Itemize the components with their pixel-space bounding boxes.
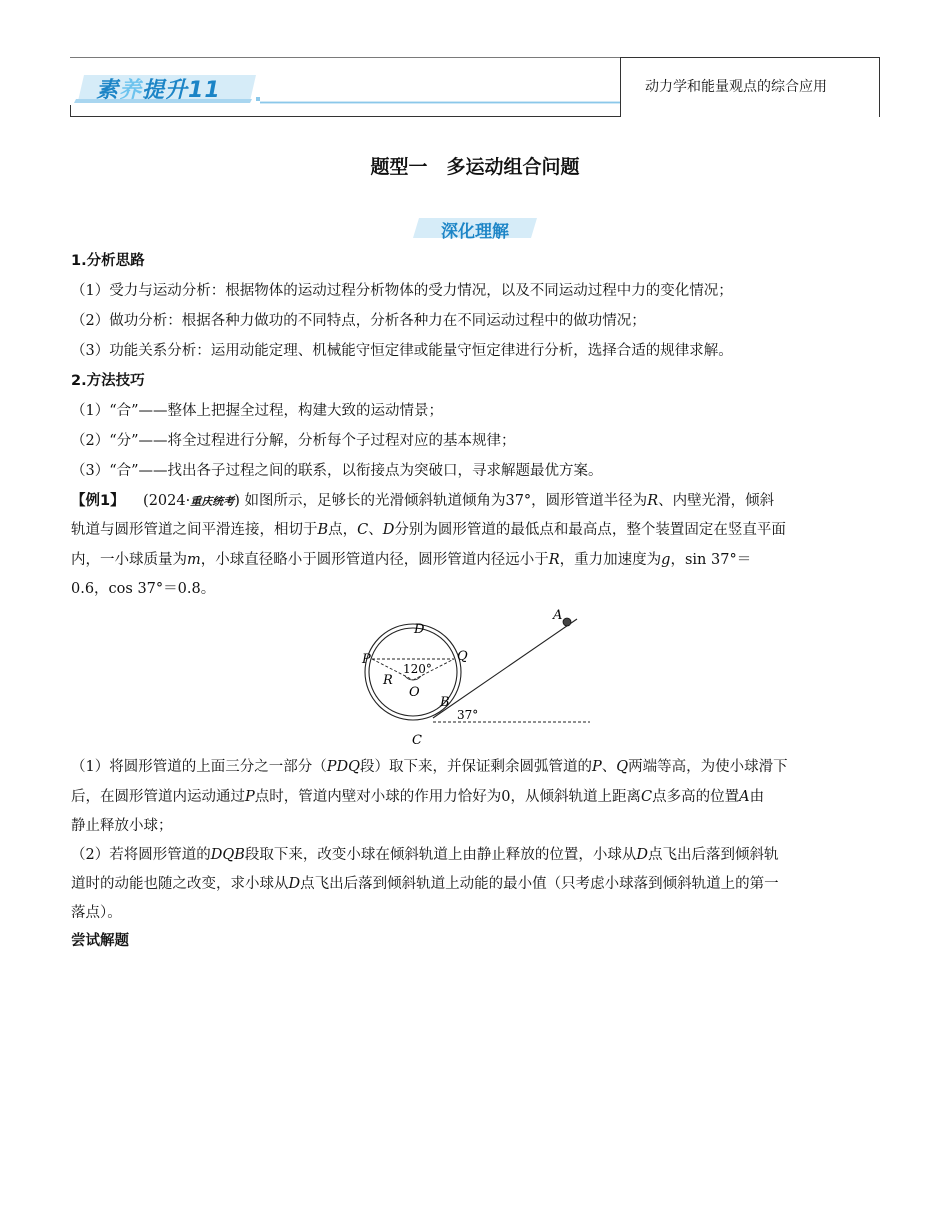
circular-track-figure bbox=[355, 604, 605, 749]
header-topic-box bbox=[620, 57, 880, 117]
page-header bbox=[70, 57, 879, 117]
header-top-rule bbox=[70, 57, 622, 58]
page-title: 题型一 多运动组合问题 bbox=[370, 156, 580, 178]
section1-item: （1）受力与运动分析：根据物体的运动过程分析物体的受力情况，以及不同运动过程中力的变化情况； bbox=[71, 283, 733, 299]
label-angle: 120° bbox=[403, 662, 432, 676]
label-b: B bbox=[440, 695, 450, 710]
section2-heading: 2.方法技巧 bbox=[71, 373, 145, 389]
incline-line bbox=[433, 619, 577, 718]
example-line: 【例1】 (2024·重庆统考) 如图所示，足够长的光滑倾斜轨道倾角为37°，圆形管道半径为R、内壁光滑，倾斜 bbox=[71, 493, 775, 509]
label-c: C bbox=[412, 733, 422, 748]
section2-item: （1）“合”——整体上把握全过程，构建大致的运动情景； bbox=[71, 403, 444, 419]
example-line: 0.6，cos 37°＝0.8。 bbox=[71, 581, 216, 597]
label-q: Q bbox=[457, 649, 468, 664]
example-line: 轨道与圆形管道之间平滑连接，相切于B点，C、D分别为圆形管道的最低点和最高点，整个装置固定在竖直平面 bbox=[71, 522, 786, 538]
label-a: A bbox=[553, 608, 563, 623]
example-tag: 【例1】 bbox=[71, 493, 125, 509]
label-incline-angle: 37° bbox=[457, 708, 479, 722]
question1-line: （1）将圆形管道的上面三分之一部分（PDQ段）取下来，并保证剩余圆弧管道的P、Q两端等高，为使小球滑下 bbox=[71, 759, 788, 775]
example-source: 重庆统考 bbox=[190, 495, 235, 508]
question2-line: 道时的动能也随之改变，求小球从D点飞出后落到倾斜轨道上动能的最小值（只考虑小球落到倾斜轨道上的第一 bbox=[71, 876, 779, 892]
section1-item: （2）做功分析：根据各种力做功的不同特点，分析各种力在不同运动过程中的做功情况； bbox=[71, 313, 646, 329]
question2-line: （2）若将圆形管道的DQB段取下来，改变小球在倾斜轨道上由静止释放的位置，小球从D点飞出后落到倾斜轨 bbox=[71, 847, 779, 863]
header-topic: 动力学和能量观点的综合应用 bbox=[645, 79, 827, 95]
subtitle-banner bbox=[413, 216, 537, 240]
label-d: D bbox=[414, 622, 425, 637]
label-p: P bbox=[362, 652, 371, 667]
question2-line: 落点）。 bbox=[71, 905, 122, 921]
question1-line: 静止释放小球； bbox=[71, 818, 173, 834]
section-badge bbox=[74, 71, 244, 103]
header-underline-inner bbox=[260, 102, 620, 103]
try-solve-label: 尝试解题 bbox=[71, 933, 129, 949]
example-line: 内，一小球质量为m，小球直径略小于圆形管道内径，圆形管道内径远小于R，重力加速度为g，sin 37°＝ bbox=[71, 552, 752, 568]
section1-item: （3）功能关系分析：运用动能定理、机械能守恒定律或能量守恒定律进行分析，选择合适的规律求解。 bbox=[71, 343, 733, 359]
section2-item: （2）“分”——将全过程进行分解，分析每个子过程对应的基本规律； bbox=[71, 433, 516, 449]
label-o: O bbox=[409, 685, 420, 700]
subtitle: 深化理解 bbox=[441, 222, 509, 242]
ball bbox=[563, 618, 571, 626]
badge-label: 素养提升11 bbox=[96, 78, 221, 103]
question1-line: 后，在圆形管道内运动通过P点时，管道内壁对小球的作用力恰好为0，从倾斜轨道上距离C点多高的位置A由 bbox=[71, 789, 765, 805]
angle-arc bbox=[405, 676, 421, 680]
label-r: R bbox=[383, 673, 393, 688]
section1-heading: 1.分析思路 bbox=[71, 253, 145, 269]
section2-item: （3）“合”——找出各子过程之间的联系，以衔接点为突破口，寻求解题最优方案。 bbox=[71, 463, 603, 479]
